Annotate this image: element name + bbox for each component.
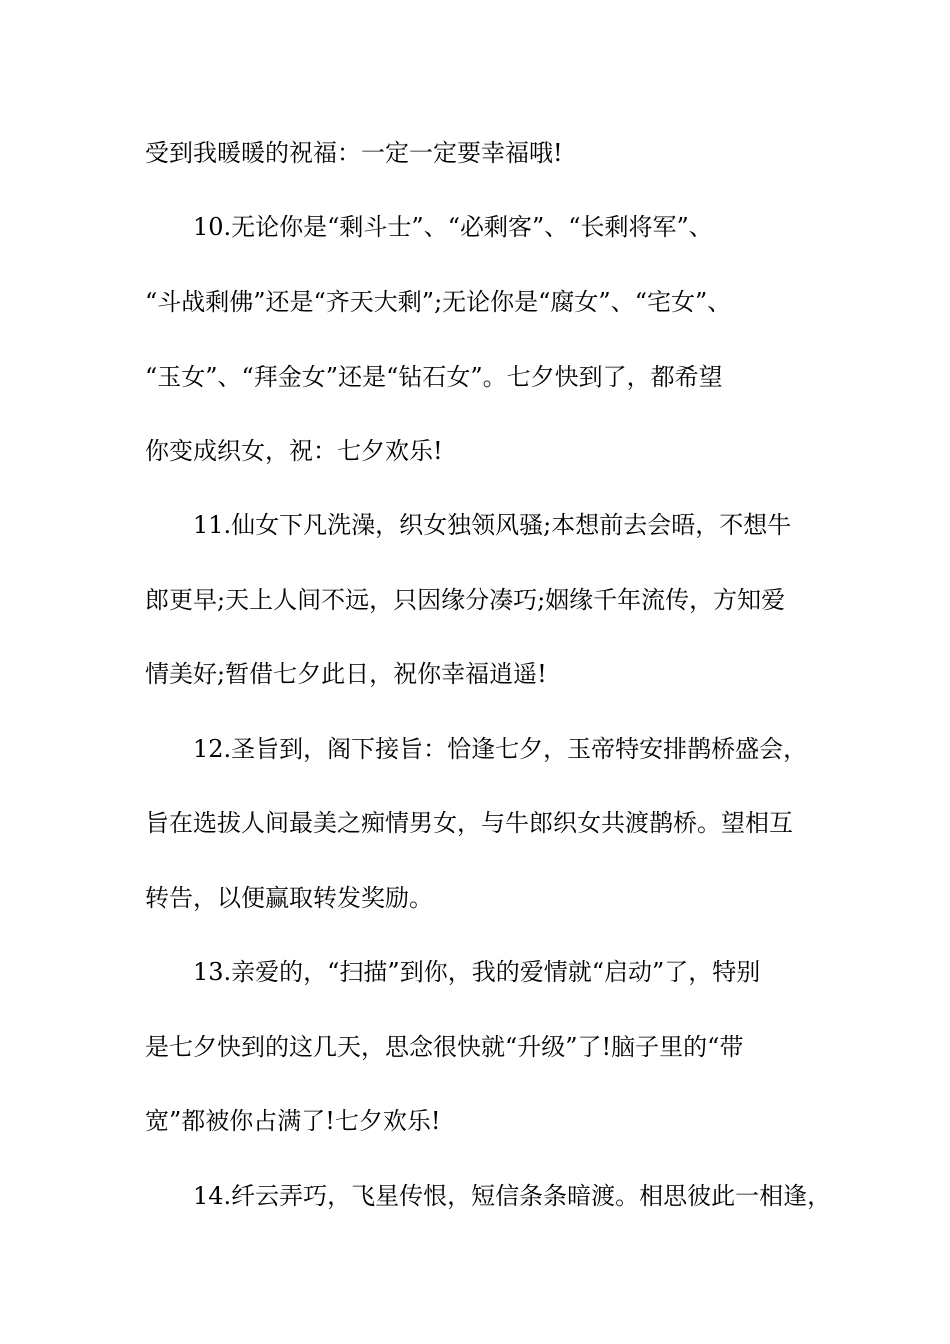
text-line-3: “斗战剩佛”还是“齐天大剩”;无论你是“腐女”、“宅女”、 bbox=[145, 288, 732, 316]
text-line-2: 10.无论你是“剩斗士”、“必剩客”、“长剩将军”、 bbox=[193, 213, 713, 241]
text-line-6: 11.仙女下凡洗澡，织女独领风骚;本想前去会晤，不想牛 bbox=[193, 511, 792, 539]
text-line-10: 旨在选拔人间最美之痴情男女，与牛郎织女共渡鹊桥。望相互 bbox=[145, 809, 793, 837]
text-line-5: 你变成织女，祝：七夕欢乐! bbox=[145, 437, 443, 465]
text-line-11: 转告，以便赢取转发奖励。 bbox=[145, 884, 433, 912]
text-line-4: “玉女”、“拜金女”还是“钻石女”。七夕快到了，都希望 bbox=[145, 363, 723, 391]
text-line-8: 情美好;暂借七夕此日，祝你幸福逍遥! bbox=[145, 660, 547, 688]
text-line-13: 是七夕快到的这几天，思念很快就“升级”了!脑子里的“带 bbox=[145, 1033, 744, 1061]
text-line-9: 12.圣旨到，阁下接旨：恰逢七夕，玉帝特安排鹊桥盛会， bbox=[193, 735, 808, 763]
text-line-7: 郎更早;天上人间不远，只因缘分凑巧;姻缘千年流传，方知爱 bbox=[145, 586, 786, 614]
text-line-15: 14.纤云弄巧，飞星传恨，短信条条暗渡。相思彼此一相逢， bbox=[193, 1182, 832, 1210]
text-line-14: 宽”都被你占满了!七夕欢乐! bbox=[145, 1107, 441, 1135]
text-line-1: 受到我暖暖的祝福：一定一定要幸福哦! bbox=[145, 139, 563, 167]
text-line-12: 13.亲爱的，“扫描”到你，我的爱情就“启动”了，特别 bbox=[193, 958, 761, 986]
